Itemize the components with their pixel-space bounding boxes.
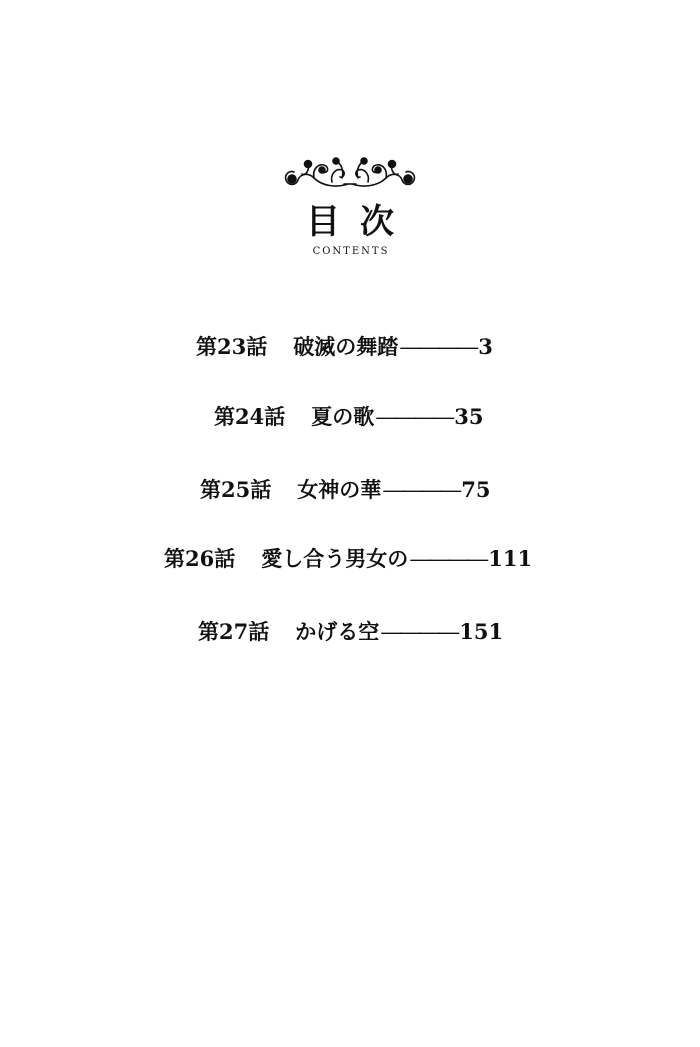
dot-leader: ―――― [383,477,460,502]
chapter-title: 夏の歌 [311,403,375,429]
chapter-title: かげる空 [295,618,380,644]
chapter-title: 愛し合う男女の [261,545,409,571]
ornament-icon [278,152,422,196]
dot-leader: ―――― [376,404,453,429]
chapter-number: 第27話 [198,618,270,644]
chapter-number: 第26話 [164,545,236,571]
toc-entry[interactable] [214,401,483,431]
toc-entry[interactable] [198,616,503,646]
toc-entry[interactable] [164,543,532,573]
dot-leader: ―――― [410,546,487,571]
page-number: 3 [478,333,493,359]
page-number: 111 [488,545,533,571]
page-subtitle: CONTENTS [312,246,390,257]
chapter-number: 第25話 [200,476,272,502]
dot-leader: ―――― [381,619,458,644]
toc-entry[interactable] [196,331,493,361]
toc-entry[interactable] [200,474,490,504]
dot-leader: ―――― [400,334,477,359]
page-title: 目次 [306,202,414,242]
chapter-number: 第23話 [196,333,268,359]
page-number: 35 [454,403,484,429]
chapter-number: 第24話 [214,403,286,429]
page-number: 75 [461,476,491,502]
chapter-title: 破滅の舞踏 [293,333,399,359]
page-number: 151 [459,618,504,644]
chapter-title: 女神の華 [297,476,382,502]
